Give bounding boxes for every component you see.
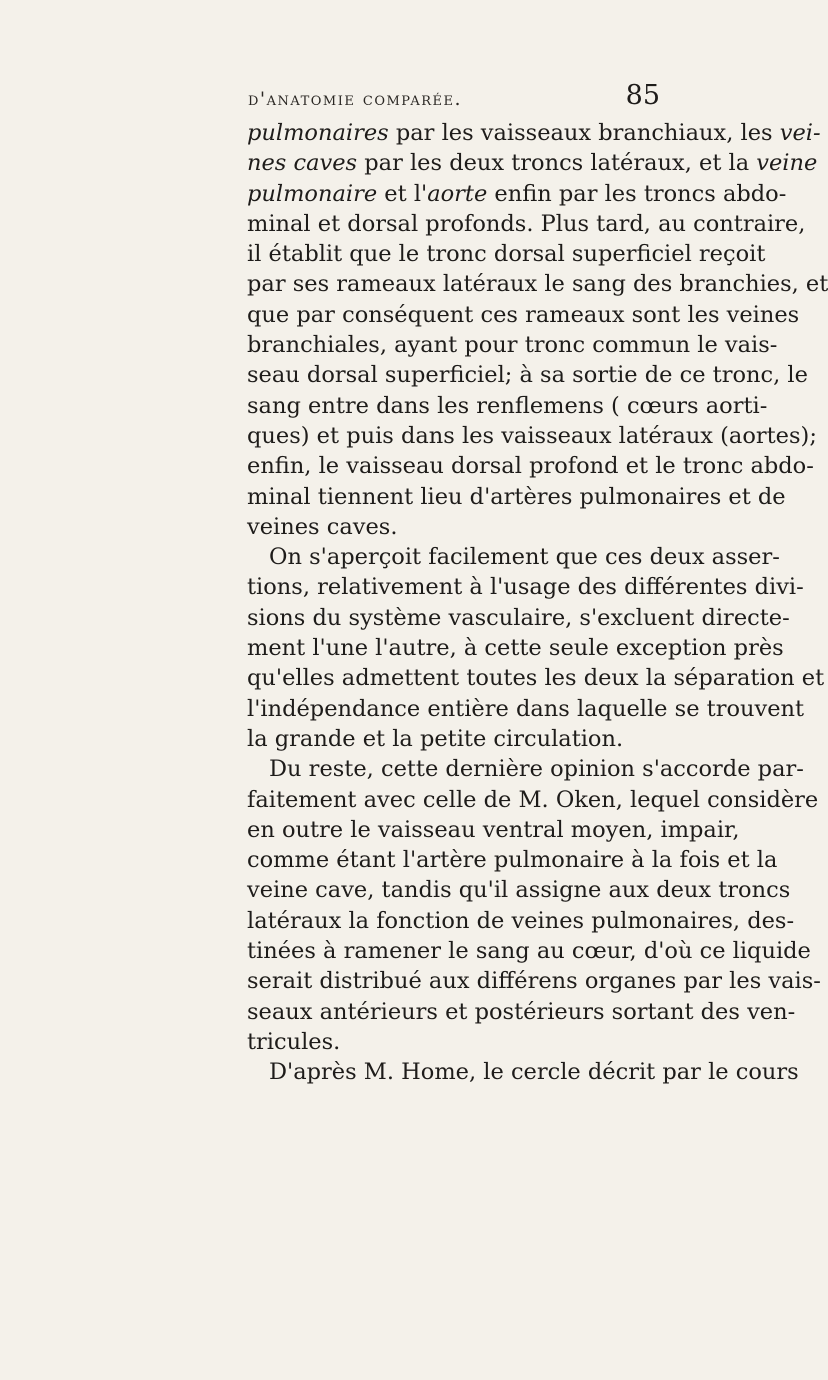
text-line: par ses rameaux latéraux le sang des branchies, et — [247, 271, 828, 298]
text-line: comme étant l'artère pulmonaire à la fois et la — [247, 847, 778, 874]
text-line: latéraux la fonction de veines pulmonaires, des- — [247, 907, 795, 934]
text-line: branchiales, ayant pour tronc commun le vais- — [247, 332, 778, 359]
text-line: sang entre dans les renflemens ( cœurs aorti- — [247, 392, 768, 419]
text-line: qu'elles admettent toutes les deux la séparation et — [247, 665, 825, 692]
text-line: pulmonaire et l'aorte enfin par les troncs abdo- — [247, 180, 787, 207]
italic-term: veine — [756, 150, 818, 177]
text-line: minal tiennent lieu d'artères pulmonaires et de — [247, 483, 786, 510]
page-number: 85 — [625, 80, 660, 111]
text-line: pulmonaires par les vaisseaux branchiaux, les vei- — [247, 120, 821, 146]
text-line: D'après M. Home, le cercle décrit par le cours — [269, 1059, 799, 1086]
text-line: l'indépendance entière dans laquelle se trouvent — [247, 695, 805, 722]
italic-term: aorte — [427, 180, 488, 207]
text-line: nes caves par les deux troncs latéraux, et la veine — [247, 150, 818, 177]
text-line: en outre le vaisseau ventral moyen, impair, — [247, 816, 740, 843]
text-line: enfin, le vaisseau dorsal profond et le tronc abdo- — [247, 453, 814, 480]
text-line: seau dorsal superficiel; à sa sortie de ce tronc, le — [247, 362, 808, 389]
text-line: que par conséquent ces rameaux sont les veines — [247, 301, 800, 328]
text-line: On s'aperçoit facilement que ces deux asser- — [269, 544, 780, 571]
italic-term: vei- — [779, 120, 821, 146]
text-line: sions du système vasculaire, s'excluent directe- — [247, 604, 790, 631]
text-line: veine cave, tandis qu'il assigne aux deux troncs — [247, 877, 791, 904]
italic-term: pulmonaires — [247, 120, 389, 146]
text-line: seaux antérieurs et postérieurs sortant des ven- — [247, 998, 796, 1025]
text-line: tricules. — [247, 1028, 341, 1055]
text-line: Du reste, cette dernière opinion s'accorde par- — [269, 756, 804, 783]
running-head — [248, 80, 660, 118]
italic-term: pulmonaire — [247, 180, 378, 207]
text-line: il établit que le tronc dorsal superficiel reçoit — [247, 241, 766, 268]
text-line: la grande et la petite circulation. — [247, 725, 624, 752]
italic-term: nes caves — [247, 150, 358, 177]
body-text — [247, 118, 828, 1088]
text-line: tinées à ramener le sang au cœur, d'où ce liquide — [247, 938, 811, 965]
text-line: minal et dorsal profonds. Plus tard, au contraire, — [247, 210, 806, 237]
text-line: ques) et puis dans les vaisseaux latéraux (aortes); — [247, 422, 817, 449]
text-line: tions, relativement à l'usage des différentes divi- — [247, 574, 804, 601]
running-head-title: d'anatomie comparée. — [248, 88, 463, 110]
text-line: veines caves. — [247, 513, 398, 540]
text-line: ment l'une l'autre, à cette seule exception près — [247, 635, 784, 662]
text-line: serait distribué aux différens organes par les vais- — [247, 968, 821, 995]
text-line: faitement avec celle de M. Oken, lequel considère — [247, 786, 819, 813]
